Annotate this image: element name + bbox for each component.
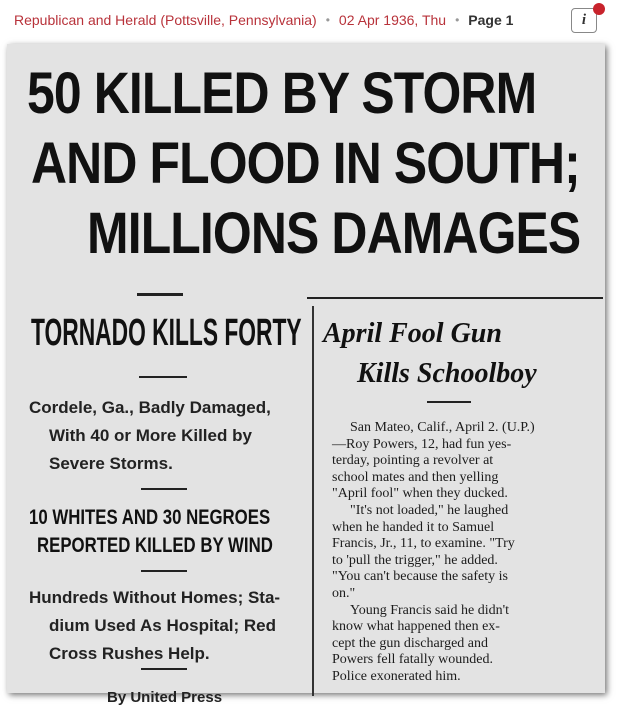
body-line: Powers fell fatally wounded. [332, 652, 493, 668]
deck-line: Cross Rushes Help. [49, 644, 210, 663]
headline-line-2: AND FLOOD IN SOUTH; [31, 131, 580, 196]
page-number[interactable]: Page 1 [468, 12, 514, 28]
left-deck-3 [29, 584, 319, 674]
left-deck-2-line-2: REPORTED KILLED BY WIND [37, 534, 273, 557]
body-line: —Roy Powers, 12, had fun yes- [332, 436, 512, 452]
clipping-header [0, 0, 618, 40]
body-line: on." [332, 586, 356, 601]
body-line: "It's not loaded," he laughed [350, 503, 509, 518]
info-icon: i [581, 12, 587, 28]
divider [427, 401, 471, 403]
right-subhead-line-2: Kills Schoolboy [357, 358, 537, 389]
body-line: "April fool" when they ducked. [332, 486, 508, 502]
body-line: school mates and then yelling [332, 469, 499, 485]
divider [141, 488, 187, 490]
body-line: Young Francis said he didn't [350, 602, 509, 618]
divider [139, 376, 187, 378]
newspaper-source-link[interactable]: Republican and Herald (Pottsville, Pennsylvania) [14, 12, 317, 28]
body-line: when he handed it to Samuel [332, 519, 495, 535]
publication-date-link[interactable]: 02 Apr 1936, Thu [338, 12, 447, 28]
deck-line: With 40 or More Killed by [49, 426, 252, 445]
divider [137, 293, 183, 296]
body-line: San Mateo, Calif., April 2. (U.P.) [350, 420, 535, 435]
divider [141, 570, 187, 572]
body-line: terday, pointing a revolver at [332, 453, 494, 469]
body-line: cept the gun discharged and [332, 635, 489, 651]
divider [141, 668, 187, 670]
body-line: know what happened then ex- [332, 619, 500, 635]
notification-badge [593, 3, 605, 15]
headline-line-3: MILLIONS DAMAGES [87, 201, 581, 266]
body-line: Francis, Jr., 11, to examine. "Try [332, 536, 515, 552]
body-line: "You can't because the safety is [332, 569, 508, 585]
deck-line: Severe Storms. [49, 454, 173, 473]
article-body [332, 420, 602, 690]
body-line: to 'pull the trigger," he added. [332, 552, 498, 568]
deck-line: Hundreds Without Homes; Sta- [29, 588, 281, 607]
separator-dot: • [325, 13, 330, 27]
right-subhead-line-1: April Fool Gun [323, 318, 502, 349]
left-deck-1 [29, 394, 319, 484]
newspaper-clipping[interactable] [7, 44, 605, 706]
column-divider-rule [307, 297, 603, 299]
separator-dot: • [455, 13, 460, 27]
left-deck-2-line-1: 10 WHITES AND 30 NEGROES [29, 506, 271, 529]
body-line: Police exonerated him. [332, 669, 461, 684]
left-subhead: TORNADO KILLS FORTY [31, 312, 302, 354]
byline-cut-off: By United Press [107, 689, 223, 706]
deck-line: Cordele, Ga., Badly Damaged, [29, 398, 271, 417]
deck-line: dium Used As Hospital; Red [49, 616, 277, 635]
headline-line-1: 50 KILLED BY STORM [27, 61, 537, 126]
